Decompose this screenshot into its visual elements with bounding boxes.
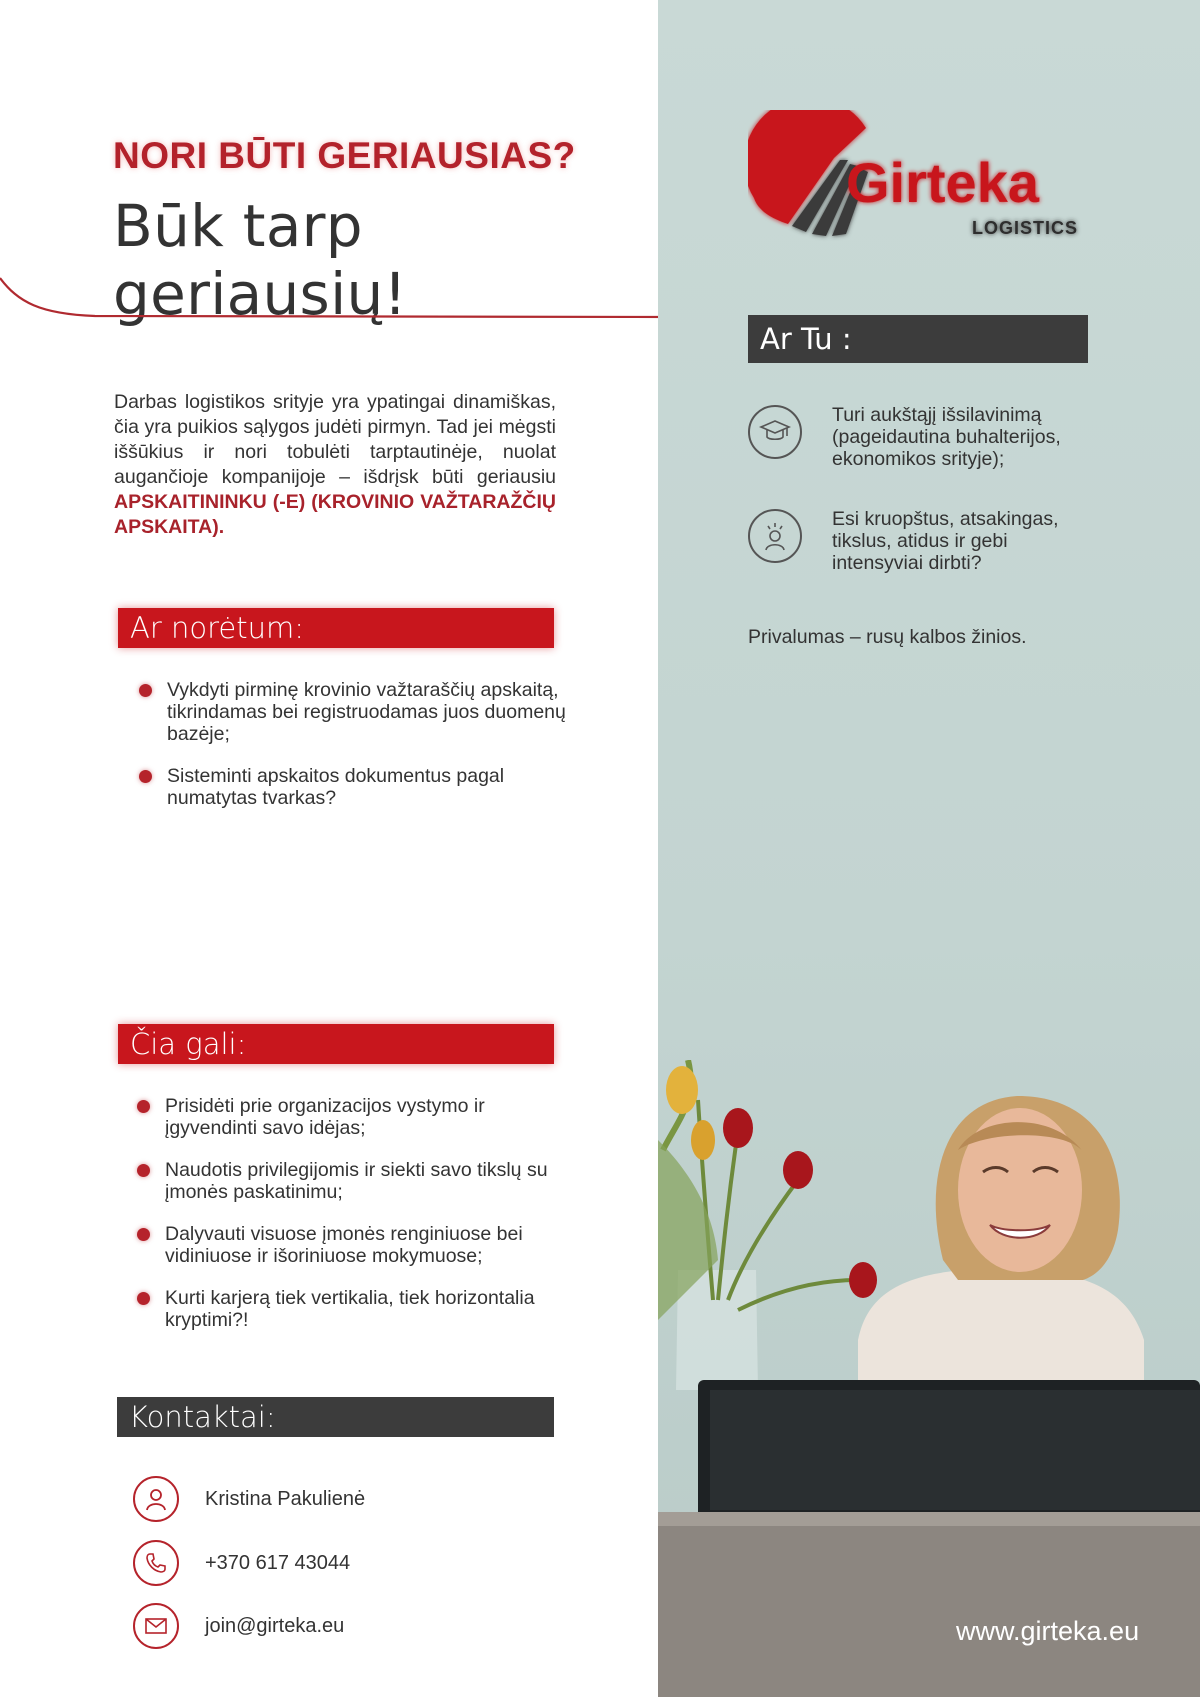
list-item: Vykdyti pirminę krovinio važtaraščių apskaitą, tikrindamas bei registruodamas juos duomenų bazėje; (134, 679, 574, 745)
page-title: Būk tarp geriausių! (113, 192, 408, 328)
bullet-dot (137, 1100, 150, 1113)
bullet-dot (137, 1164, 150, 1177)
kicker-heading: NORI BŪTI GERIAUSIAS? (113, 135, 576, 176)
right-panel (658, 0, 1200, 1697)
requirement-extra: Privalumas – rusų kalbos žinios. (748, 626, 1027, 648)
bullet-dot (139, 770, 152, 783)
contact-name: Kristina Pakulienė (205, 1487, 366, 1510)
office-photo (658, 1060, 1200, 1697)
contact-email-address[interactable]: join@girteka.eu (205, 1614, 345, 1637)
requirement-item: Turi aukštąjį išsilavinimą (pageidautina buhalterijos, ekonomikos srityje); (748, 404, 1102, 470)
list-item: Dalyvauti visuose įmonės renginiuose bei vidiniuose ir išoriniuose mokymuose; (132, 1223, 552, 1267)
contact-email[interactable] (133, 1603, 344, 1649)
duties-list (134, 679, 574, 829)
tulip-vase (658, 1060, 877, 1390)
duties-title-bar: Ar norėtum: (118, 608, 554, 648)
logo-wordmark: Girteka (846, 151, 1039, 214)
envelope-icon (133, 1603, 179, 1649)
contact-phone-number[interactable]: +370 617 43044 (205, 1551, 351, 1574)
list-item: Naudotis privilegijomis ir siekti savo tikslų su įmonės paskatinimu; (132, 1159, 552, 1203)
requirement-item: Esi kruopštus, atsakingas, tikslus, atidus ir gebi intensyviai dirbti? (748, 508, 1102, 574)
girteka-logo (748, 110, 1108, 250)
contacts-title-bar: Kontaktai: (117, 1397, 554, 1437)
graduation-cap-icon (748, 405, 802, 459)
logo-subtitle: LOGISTICS (972, 218, 1079, 238)
list-item: Sisteminti apskaitos dokumentus pagal numatytas tvarkas? (134, 765, 574, 809)
benefits-list (132, 1095, 552, 1351)
reception-desk (658, 1512, 1200, 1697)
person-idea-icon (748, 509, 802, 563)
decorative-swoosh (0, 270, 680, 330)
intro-paragraph (114, 390, 556, 540)
requirements-title-bar: Ar Tu : (748, 315, 1088, 363)
contact-phone[interactable] (133, 1540, 350, 1586)
bullet-dot (139, 684, 152, 697)
bullet-dot (137, 1292, 150, 1305)
phone-icon (133, 1540, 179, 1586)
website-url[interactable]: www.girteka.eu (956, 1616, 1140, 1646)
list-item: Prisidėti prie organizacijos vystymo ir įgyvendinti savo idėjas; (132, 1095, 552, 1139)
intro-position-highlight: APSKAITININKU (-E) (KROVINIO VAŽTARAŽČIŲ APSKAITA). (114, 491, 556, 538)
intro-text: Darbas logistikos srityje yra ypatingai dinamiškas, čia yra puikios sąlygos judėti pirmyn. Tad jei mėgsti iššūkius ir nori tobulėti tarptautinėje, nuolat augančioje kompanijoje – išdrįsk būti geriausiu (114, 391, 556, 488)
benefits-title-bar: Čia gali: (118, 1024, 554, 1064)
list-item: Kurti karjerą tiek vertikalia, tiek horizontalia kryptimi?! (132, 1287, 552, 1331)
bullet-dot (137, 1228, 150, 1241)
contact-person (133, 1476, 365, 1522)
person-icon (133, 1476, 179, 1522)
